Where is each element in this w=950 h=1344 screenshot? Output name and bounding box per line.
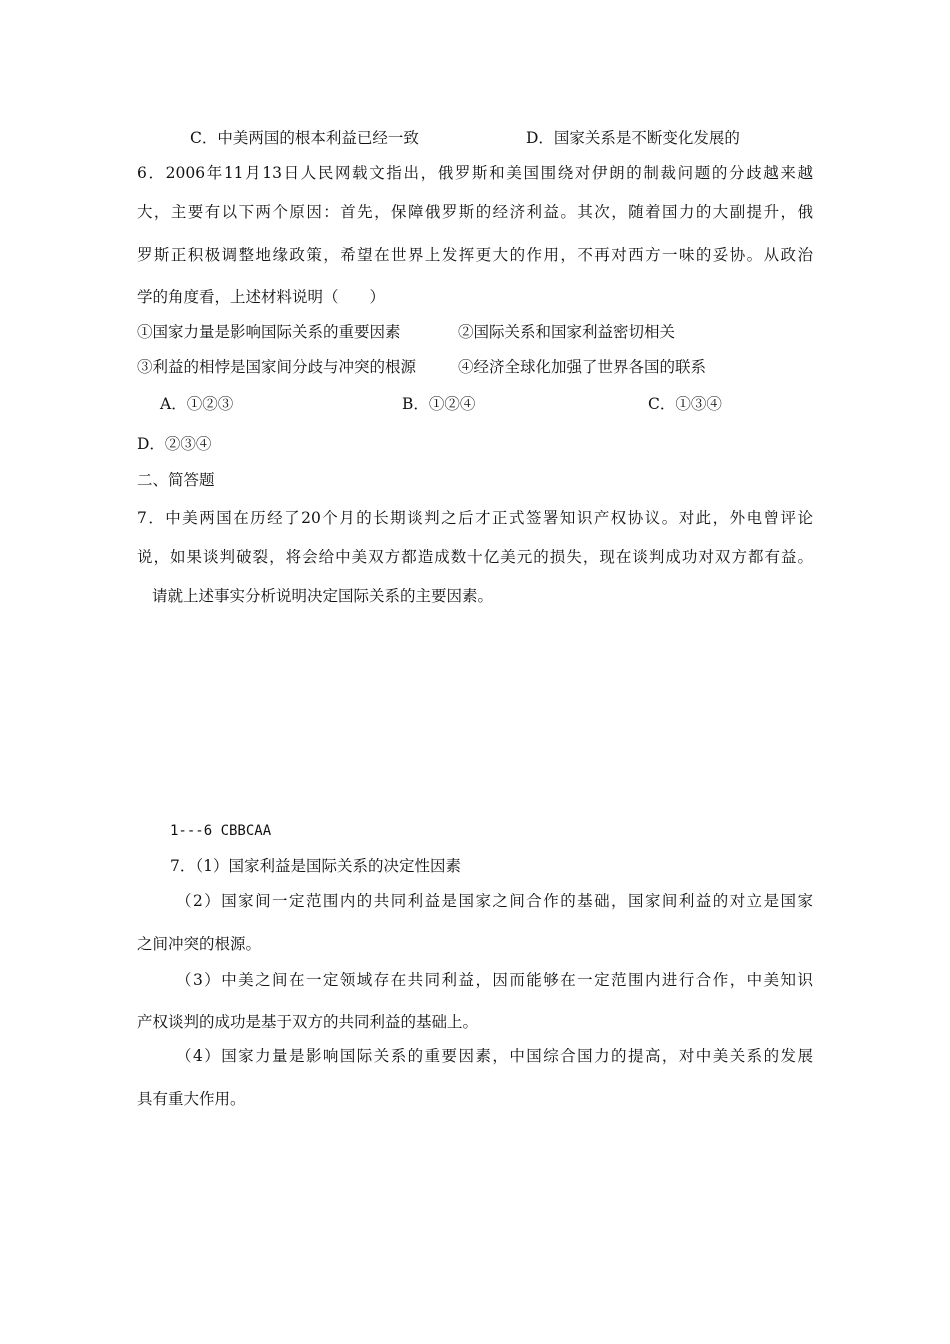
answer-point-2-line-2: 之间冲突的根源。 bbox=[137, 935, 262, 953]
answer-point-3-line-1: （3）中美之间在一定领域存在共同利益，因而能够在一定范围内进行合作，中美知识 bbox=[176, 971, 813, 989]
q6-stem-line-1: 6．2006年11月13日人民网载文指出，俄罗斯和美国围绕对伊朗的制裁问题的分歧越来越 bbox=[137, 164, 813, 182]
q6-stem-line-2: 大，主要有以下两个原因：首先，保障俄罗斯的经济利益。其次，随着国力的大副提升，俄 bbox=[137, 203, 813, 221]
answer-point-2-line-1: （2）国家间一定范围内的共同利益是国家之间合作的基础，国家间利益的对立是国家 bbox=[176, 892, 813, 910]
answer-point-4-line-2: 具有重大作用。 bbox=[137, 1090, 246, 1108]
answer-q7-title: 7．（1）国家利益是国际关系的决定性因素 bbox=[170, 857, 461, 875]
q7-stem-line-2: 说，如果谈判破裂，将会给中美双方都造成数十亿美元的损失，现在谈判成功对双方都有益。 bbox=[137, 548, 813, 566]
q7-stem-line-3: 请就上述事实分析说明决定国际关系的主要因素。 bbox=[152, 587, 494, 605]
q6-statement-2: ②国际关系和国家利益密切相关 bbox=[458, 323, 676, 341]
q6-option-d: D．②③④ bbox=[137, 435, 212, 453]
q6-option-a: A．①②③ bbox=[160, 395, 234, 413]
q6-statement-4: ④经济全球化加强了世界各国的联系 bbox=[458, 358, 707, 376]
q6-statement-1: ①国家力量是影响国际关系的重要因素 bbox=[137, 323, 401, 341]
section-heading: 二、简答题 bbox=[137, 471, 215, 489]
q6-option-b: B．①②④ bbox=[402, 395, 476, 413]
q7-stem-line-1: 7．中美两国在历经了20个月的长期谈判之后才正式签署知识产权协议。对此，外电曾评论 bbox=[137, 509, 813, 527]
q5-option-c: C．中美两国的根本利益已经一致 bbox=[190, 129, 419, 147]
q6-option-c: C．①③④ bbox=[648, 395, 722, 413]
q6-statement-3: ③利益的相悖是国家间分歧与冲突的根源 bbox=[137, 358, 417, 376]
q6-stem-line-4: 学的角度看，上述材料说明（ ） bbox=[137, 288, 386, 306]
answer-key-mc: 1---6 CBBCAA bbox=[170, 823, 272, 839]
answer-point-4-line-1: （4）国家力量是影响国际关系的重要因素，中国综合国力的提高，对中美关系的发展 bbox=[176, 1047, 813, 1065]
q5-option-d: D．国家关系是不断变化发展的 bbox=[526, 129, 740, 147]
q6-stem-line-3: 罗斯正积极调整地缘政策，希望在世界上发挥更大的作用，不再对西方一味的妥协。从政治 bbox=[137, 246, 813, 264]
answer-point-3-line-2: 产权谈判的成功是基于双方的共同利益的基础上。 bbox=[137, 1013, 479, 1031]
